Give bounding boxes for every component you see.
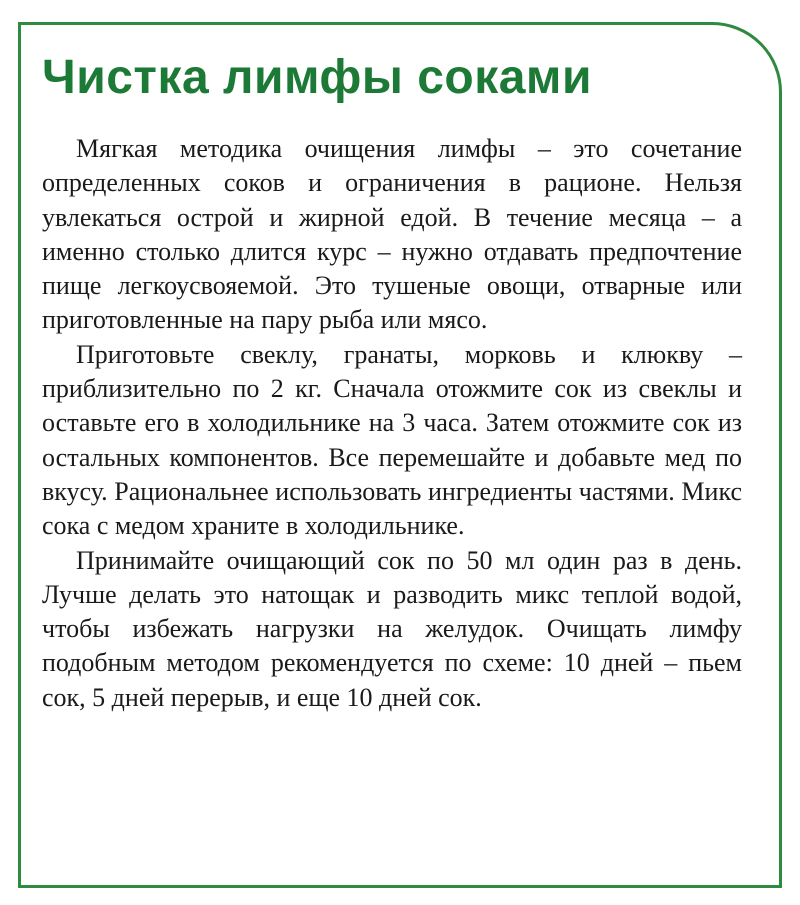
paragraph-diet: Мягкая методика очищения лимфы – это сочетание определенных соков и ограничения в рационе. Нельзя увлекаться острой и жирной едой. В течение месяца – а именно столько длится курс – нужно отдавать предпочтение пище легкоусвояемой. Это тушеные овощи, отварные или приготовленные на пару рыба или мясо. <box>42 134 742 335</box>
paragraph-schedule: Принимайте очищающий сок по 50 мл один раз в день. Лучше делать это натощак и разводить микс теплой водой, чтобы избежать нагрузки на желудок. Очищать лимфу подобным методом рекомендуется по схеме: 10 дней – пьем сок, 5 дней перерыв, и еще 10 дней сок. <box>42 545 742 712</box>
article-title: Чистка лимфы соками <box>42 51 592 104</box>
paragraph-recipe: Приготовьте свеклу, гранаты, морковь и клюкву – приблизительно по 2 кг. Сначала отожмите сок из свеклы и оставьте его в холодильнике на 3 часа. Затем отожмите сок из остальных компонентов. Все перемешайте и добавьте мед по вкусу. Рациональнее использовать ингредиенты частями. Микс сока с медом храните в холодильнике. <box>42 339 742 541</box>
article-body <box>42 132 742 715</box>
